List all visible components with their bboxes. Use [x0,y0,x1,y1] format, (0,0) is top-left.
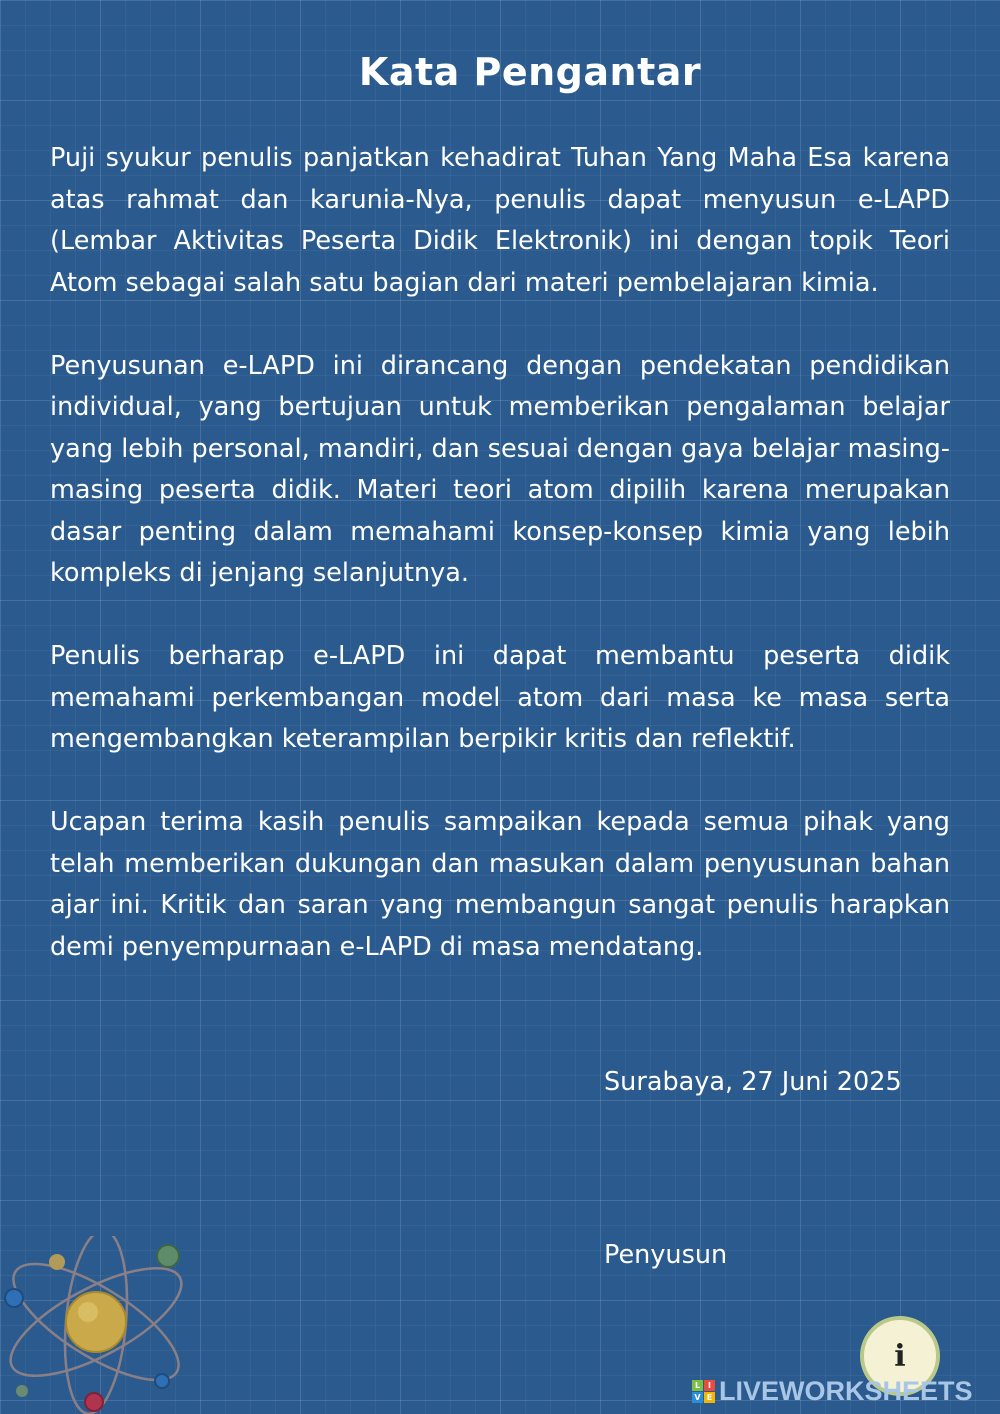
atom-illustration-icon [0,1236,200,1414]
page-title: Kata Pengantar [358,50,702,94]
place-date: Surabaya, 27 Juni 2025 [604,1067,902,1097]
paragraph-4: Ucapan terima kasih penulis sampaikan kepada semua pihak yang telah memberikan dukungan dan masukan dalam penyusunan bahan ajar ini. Kritik dan saran yang membangun sangat penulis harapkan demi penyempurnaan e-LAPD di masa mendatang. [50,807,950,962]
logo-letter: I [704,1380,715,1391]
logo-letter: E [704,1392,715,1403]
brand-name: LIVEWORKSHEETS [719,1376,973,1406]
signature: Penyusun [604,1240,728,1270]
liveworksheets-logo-icon [692,1380,715,1403]
logo-letter: L [692,1380,703,1391]
logo-letter: V [692,1392,703,1403]
info-icon: i [894,1338,906,1374]
liveworksheets-brand [692,1376,973,1407]
paragraph-3: Penulis berharap e-LAPD ini dapat membantu peserta didik memahami perkembangan model atom dari masa ke masa serta mengembangkan keterampilan berpikir kritis dan reflektif. [50,641,950,754]
body-text [50,138,950,1010]
paragraph-2: Penyusunan e-LAPD ini dirancang dengan pendekatan pendidikan individual, yang bertujuan untuk memberikan pengalaman belajar yang lebih personal, mandiri, dan sesuai dengan gaya belajar masing-masing peserta didik. Materi teori atom dipilih karena merupakan dasar penting dalam memahami konsep-konsep kimia yang lebih kompleks di jenjang selanjutnya. [50,350,950,588]
paragraph-1: Puji syukur penulis panjatkan kehadirat Tuhan Yang Maha Esa karena atas rahmat dan karunia-Nya, penulis dapat menyusun e-LAPD (Lembar Aktivitas Peserta Didik Elektronik) ini dengan topik Teori Atom sebagai salah satu bagian dari materi pembelajaran kimia. [50,143,950,298]
